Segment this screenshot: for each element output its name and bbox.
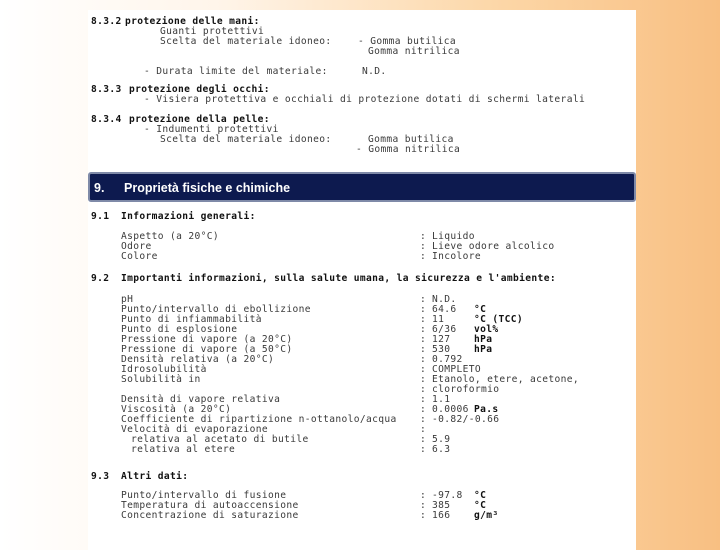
property-label: Solubilità in (121, 374, 201, 385)
section-number: 9.2 (91, 273, 110, 284)
field-value: - Gomma nitrilica (356, 144, 461, 155)
property-value: Lieve odore alcolico (432, 241, 555, 252)
field-label: Scelta del materiale idoneo: (160, 134, 332, 145)
property-label: relativa al etere (131, 444, 236, 455)
colon-separator: : (420, 364, 427, 375)
field-value: - Gomma butilica (358, 36, 457, 47)
section-title: Informazioni generali: (121, 211, 256, 222)
text-line: Guanti protettivi (160, 26, 265, 37)
property-unit: vol% (474, 324, 499, 335)
section-title: protezione della pelle: (129, 114, 270, 125)
colon-separator: : (420, 424, 427, 435)
property-label: Densità di vapore relativa (121, 394, 281, 405)
property-label: Aspetto (a 20°C) (121, 231, 220, 242)
text-line: - Visiera protettiva e occhiali di protezione dotati di schermi laterali (144, 94, 586, 105)
field-label: - Durata limite del materiale: (144, 66, 328, 77)
property-value: 0.0006 (432, 404, 469, 415)
property-value: Liquido (432, 231, 475, 242)
colon-separator: : (420, 354, 427, 365)
colon-separator: : (420, 294, 427, 305)
property-value: 5.9 (432, 434, 451, 445)
property-label: Pressione di vapore (a 50°C) (121, 344, 293, 355)
colon-separator: : (420, 500, 427, 511)
property-label: Punto/intervallo di fusione (121, 490, 287, 501)
property-unit: Pa.s (474, 404, 499, 415)
property-label: Densità relativa (a 20°C) (121, 354, 275, 365)
property-value: 127 (432, 334, 451, 345)
property-label: pH (121, 294, 134, 305)
colon-separator: : (420, 394, 427, 405)
property-value: 11 (432, 314, 445, 325)
banner-number: 9. (94, 181, 105, 195)
property-value: Incolore (432, 251, 482, 262)
property-label: Colore (121, 251, 158, 262)
property-value: -0.82/-0.66 (432, 414, 500, 425)
field-value: Gomma nitrilica (368, 46, 460, 57)
banner-title: Proprietà fisiche e chimiche (124, 181, 291, 195)
property-unit: °C (474, 304, 487, 315)
property-value: 0.792 (432, 354, 463, 365)
colon-separator: : (420, 304, 427, 315)
section-title: Importanti informazioni, sulla salute umana, la sicurezza e l'ambiente: (121, 273, 556, 284)
property-label: Viscosità (a 20°C) (121, 404, 232, 415)
colon-separator: : (420, 510, 427, 521)
colon-separator: : (420, 314, 427, 325)
property-label: Punto di infiammabilità (121, 314, 262, 325)
colon-separator: : (420, 374, 427, 385)
property-unit: hPa (474, 344, 493, 355)
colon-separator: : (420, 404, 427, 415)
section-title: Altri dati: (121, 471, 189, 482)
section-title: protezione degli occhi: (129, 84, 270, 95)
property-value: 1.1 (432, 394, 451, 405)
colon-separator: : (420, 251, 427, 262)
property-unit: °C (TCC) (474, 314, 524, 325)
property-value: 6.3 (432, 444, 451, 455)
colon-separator: : (420, 414, 427, 425)
section-banner (88, 172, 636, 202)
colon-separator: : (420, 444, 427, 455)
property-label: Pressione di vapore (a 20°C) (121, 334, 293, 345)
property-label: Punto/intervallo di ebollizione (121, 304, 311, 315)
colon-separator: : (420, 384, 427, 395)
property-unit: g/m³ (474, 510, 499, 521)
property-value: cloroformio (432, 384, 500, 395)
text-line: - Indumenti protettivi (144, 124, 279, 135)
property-unit: °C (474, 500, 487, 511)
property-value: 6/36 (432, 324, 457, 335)
property-value: 166 (432, 510, 451, 521)
property-value: N.D. (432, 294, 457, 305)
colon-separator: : (420, 231, 427, 242)
document-page (88, 10, 636, 550)
section-number: 8.3.3 (91, 84, 122, 95)
section-number: 9.3 (91, 471, 110, 482)
property-label: Idrosolubilità (121, 364, 207, 375)
property-label: relativa al acetato di butile (131, 434, 309, 445)
section-title: protezione delle mani: (125, 16, 260, 27)
property-label: Coefficiente di ripartizione n-ottanolo/acqua (121, 414, 397, 425)
colon-separator: : (420, 241, 427, 252)
property-value: 385 (432, 500, 451, 511)
property-unit: hPa (474, 334, 493, 345)
property-unit: °C (474, 490, 487, 501)
property-value: -97.8 (432, 490, 463, 501)
property-value: 530 (432, 344, 451, 355)
property-label: Temperatura di autoaccensione (121, 500, 299, 511)
section-number: 8.3.4 (91, 114, 122, 125)
property-value: 64.6 (432, 304, 457, 315)
field-value: N.D. (362, 66, 387, 77)
property-label: Concentrazione di saturazione (121, 510, 299, 521)
section-number: 9.1 (91, 211, 110, 222)
section-number: 8.3.2 (91, 16, 122, 27)
property-value: COMPLETO (432, 364, 482, 375)
colon-separator: : (420, 490, 427, 501)
colon-separator: : (420, 324, 427, 335)
property-label: Punto di esplosione (121, 324, 238, 335)
colon-separator: : (420, 434, 427, 445)
property-label: Odore (121, 241, 152, 252)
field-label: Scelta del materiale idoneo: (160, 36, 332, 47)
property-label: Velocità di evaporazione (121, 424, 269, 435)
colon-separator: : (420, 344, 427, 355)
colon-separator: : (420, 334, 427, 345)
property-value: Etanolo, etere, acetone, (432, 374, 580, 385)
field-value: Gomma butilica (368, 134, 454, 145)
